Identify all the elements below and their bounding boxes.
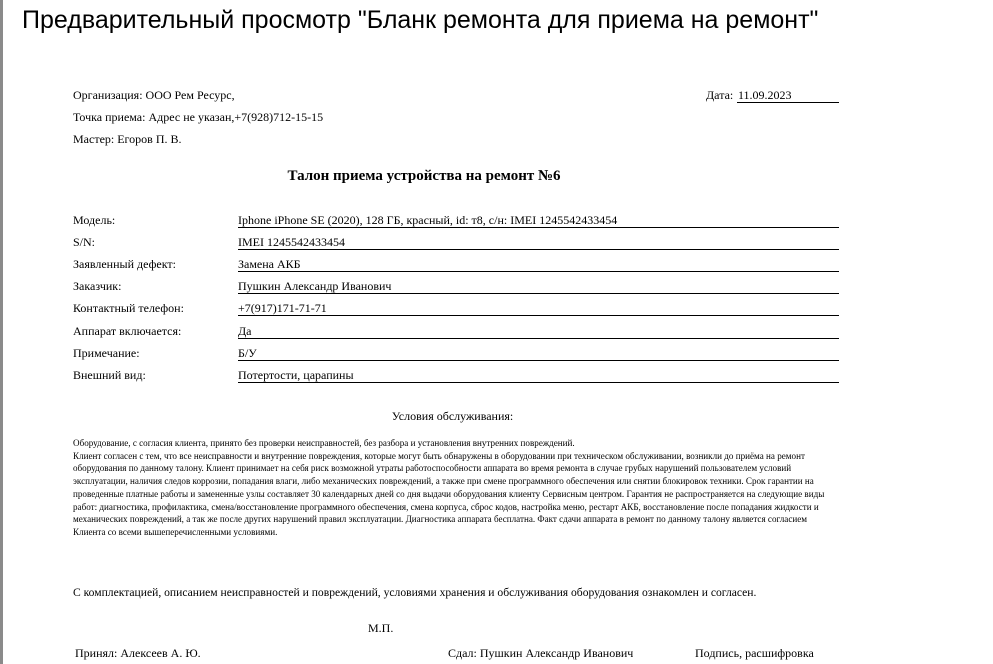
field-value-powers-on: Да bbox=[238, 325, 839, 339]
preview-window-title: Предварительный просмотр "Бланк ремонта для приема на ремонт" bbox=[22, 6, 819, 34]
stamp-placeholder: М.П. bbox=[368, 621, 394, 635]
field-value-model: Iphone iPhone SE (2020), 128 ГБ, красный, id: т8, с/н: IMEI 1245542433454 bbox=[238, 214, 839, 228]
field-label-appearance: Внешний вид: bbox=[73, 368, 146, 382]
date-value: 11.09.2023 bbox=[737, 88, 839, 103]
handed-by-signature: Сдал: Пушкин Александр Иванович bbox=[448, 646, 634, 660]
field-value-appearance: Потертости, царапины bbox=[238, 369, 839, 383]
master-line: Мастер: Егоров П. В. bbox=[73, 132, 182, 146]
field-label-serial: S/N: bbox=[73, 235, 96, 249]
ticket-title: Талон приема устройства на ремонт №6 bbox=[287, 168, 561, 184]
field-label-customer: Заказчик: bbox=[73, 279, 122, 293]
field-label-defect: Заявленный дефект: bbox=[73, 257, 176, 271]
signature-decoding: Подпись, расшифровка bbox=[695, 646, 814, 660]
terms-title: Условия обслуживания: bbox=[391, 409, 514, 423]
accepted-by-signature: Принял: Алексеев А. Ю. bbox=[75, 646, 201, 660]
field-value-defect: Замена АКБ bbox=[238, 258, 839, 272]
field-value-phone: +7(917)171-71-71 bbox=[238, 302, 839, 316]
field-value-customer: Пушкин Александр Иванович bbox=[238, 280, 839, 294]
acknowledgement-text: С комплектацией, описанием неисправностей и повреждений, условиями хранения и обслуживания оборудования ознакомлен и согласен. bbox=[73, 586, 757, 599]
field-label-phone: Контактный телефон: bbox=[73, 301, 184, 315]
reception-point-line: Точка приема: Адрес не указан,+7(928)712-15-15 bbox=[73, 110, 324, 124]
field-label-powers-on: Аппарат включается: bbox=[73, 324, 182, 338]
field-label-model: Модель: bbox=[73, 213, 116, 227]
date-label: Дата: bbox=[706, 88, 734, 102]
field-label-note: Примечание: bbox=[73, 346, 140, 360]
field-value-note: Б/У bbox=[238, 347, 839, 361]
organization-line: Организация: ООО Рем Ресурс, bbox=[73, 88, 235, 102]
terms-text: Оборудование, с согласия клиента, принято без проверки неисправностей, без разбора и установления внутренних повреждений. Клиент согласен с тем, что все неисправности и внутренние повреждения, которые могут быть обнаружены в оборудовании при техническом обслуживании, возникли до приёма на ремонт оборудования по данному талону. Клиент принимает на себя риск возможной утраты работоспособности аппарата во время ремонта в случае грубых нарушений пользователем условий эксплуатации, наличия следов коррозии, попадания влаги, либо механических повреждений, а также при смене программного обеспечения или снятии блокировок техники. Срок гарантии на проведенные платные работы и замененные узлы составляет 30 календарных дней со дня выдачи оборудования клиенту Сервисным центром. Гарантия не распространяется на следующие виды работ: диагностика, профилактика, смена/восстановление программного обеспечения, смена корпуса, сброс кодов, настройка меню, рестарт АКБ, восстановление после попадания жидкости и механических повреждений, а так же после других нарушений правил эксплуатации. Диагностика аппарата бесплатна. Факт сдачи аппарата в ремонт по данному талону является согласием Клиента со всеми вышеперечисленными условиями. bbox=[73, 438, 825, 537]
field-value-serial: IMEI 1245542433454 bbox=[238, 236, 839, 250]
